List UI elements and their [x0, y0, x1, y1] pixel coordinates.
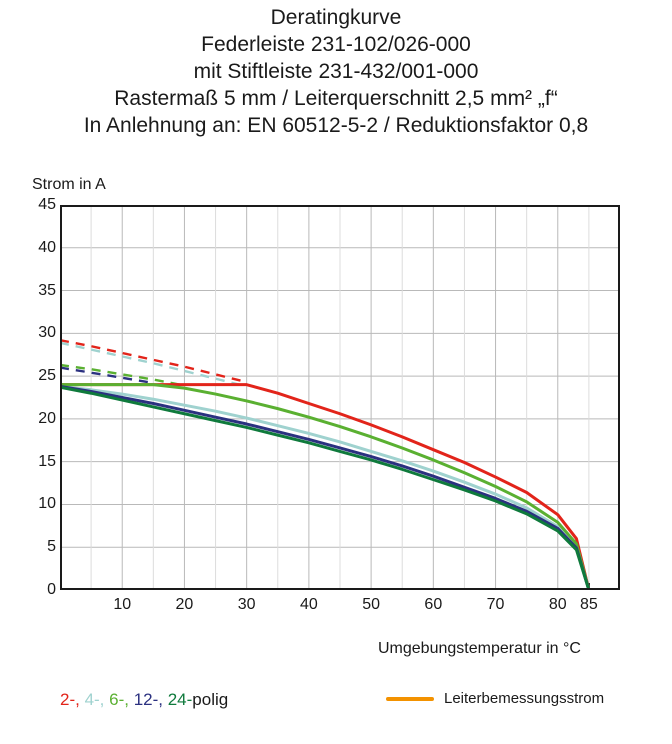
y-tick-label: 40 — [38, 238, 56, 256]
plot-area — [60, 205, 620, 590]
x-tick-label: 30 — [237, 596, 256, 613]
x-axis-tick-labels — [60, 596, 620, 620]
title-line-5: In Anlehnung an: EN 60512-5-2 / Reduktionsfaktor 0,8 — [83, 114, 589, 137]
x-tick-label: 40 — [299, 596, 318, 613]
legend-part: 4-, — [84, 690, 110, 709]
title-line-3: mit Stiftleiste 231-432/001-000 — [193, 60, 479, 83]
y-tick-label: 20 — [38, 409, 56, 427]
y-tick-label: 5 — [47, 538, 56, 556]
chart-legend — [0, 690, 672, 730]
legend-reference-item — [386, 690, 604, 707]
x-tick-label: 20 — [175, 596, 194, 613]
chart-title-block — [0, 4, 672, 139]
x-tick-label: 80 — [548, 596, 567, 613]
y-axis-tick-labels — [8, 196, 56, 598]
legend-part: 12-, — [133, 690, 168, 709]
y-tick-label: 45 — [38, 196, 56, 213]
reference-line-swatch — [386, 697, 434, 701]
x-tick-label: 85 — [579, 596, 598, 613]
legend-part: 2-, — [60, 690, 85, 709]
y-tick-label: 25 — [38, 367, 56, 385]
legend-series-labels — [60, 690, 228, 710]
plot-frame — [60, 205, 620, 590]
y-tick-label: 0 — [47, 581, 56, 598]
y-tick-label: 30 — [38, 324, 56, 342]
y-axis-label: Strom in A — [32, 176, 106, 193]
legend-part: 24- — [167, 690, 193, 709]
title-line-2: Federleiste 231-102/026-000 — [201, 33, 471, 56]
y-tick-label: 35 — [38, 281, 56, 299]
y-tick-label: 10 — [38, 495, 56, 513]
x-tick-label: 50 — [362, 596, 380, 613]
title-line-1: Deratingkurve — [270, 6, 402, 29]
x-tick-label: 70 — [486, 596, 505, 613]
x-axis-label: Umgebungstemperatur in °C — [378, 640, 581, 657]
legend-part: 6-, — [109, 690, 134, 709]
title-line-4: Rastermaß 5 mm / Leiterquerschnitt 2,5 mm² „f“ — [114, 87, 558, 110]
y-tick-label: 15 — [38, 452, 56, 470]
reference-line-label: Leiterbemessungsstrom — [444, 690, 605, 707]
x-tick-label: 60 — [424, 596, 443, 613]
x-tick-label: 10 — [113, 596, 132, 613]
legend-part: polig — [192, 690, 229, 709]
